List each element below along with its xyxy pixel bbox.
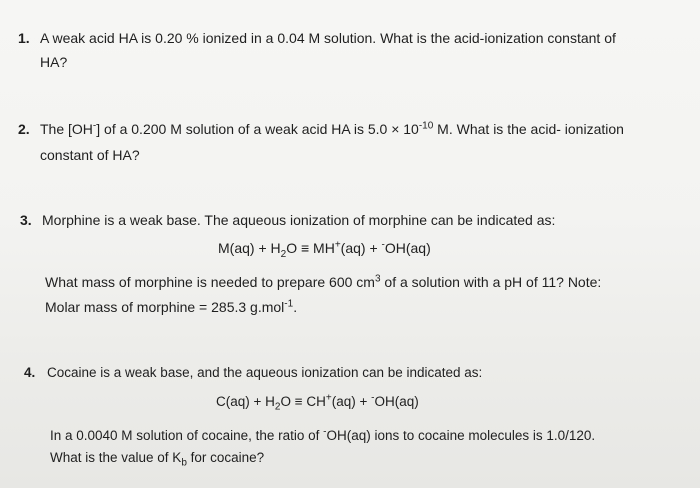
exponent: -10 bbox=[418, 120, 434, 132]
question-2-line-1-suffix: M. What is the acid- ionization bbox=[433, 121, 624, 137]
morphine-equation: $M(aq) + H_2O \equiv MH^+(aq) + ^-OH(aq)$ bbox=[218, 239, 431, 260]
question-1-line-1: A weak acid HA is 0.20 % ionized in a 0.04 M solution. What is the acid-ionization constant of bbox=[40, 30, 616, 46]
question-2-line-1-mid: ] of a 0.200 M solution of a weak acid HA is 5.0 × 10 bbox=[96, 121, 419, 137]
question-2-line-1-prefix: The [OH bbox=[40, 121, 93, 137]
question-3-number: 3. bbox=[20, 212, 32, 228]
question-3-line-3: Molar mass of morphine = 285.3 g.mol$^{-1}$. bbox=[45, 298, 298, 315]
question-2-number: 2. bbox=[18, 121, 30, 137]
question-4-line-3: What is the value of $K_b$ for cocaine? bbox=[50, 450, 265, 469]
question-4-number: 4. bbox=[24, 365, 36, 380]
question-2-line-2: constant of HA? bbox=[40, 147, 140, 163]
question-3-line-2: What mass of morphine is needed to prepare 600 $cm^3$ of a solution with a pH of 11? Note: bbox=[45, 273, 602, 290]
question-1-number: 1. bbox=[18, 30, 30, 46]
cocaine-equation: $C(aq) + H_2O \equiv CH^+(aq) + ^-OH(aq)$ bbox=[216, 392, 419, 413]
question-4-line-1: Cocaine is a weak base, and the aqueous ionization can be indicated as: bbox=[47, 365, 483, 380]
hydroxide-charge: - bbox=[92, 120, 97, 132]
question-2-line-1 bbox=[40, 119, 624, 140]
question-4-line-2: In a 0.0040 M solution of cocaine, the ratio of -OH(aq) ions to cocaine molecules is 1.0/120. bbox=[50, 426, 596, 443]
question-1-line-2: HA? bbox=[40, 54, 68, 70]
question-3-line-1: Morphine is a weak base. The aqueous ionization of morphine can be indicated as: bbox=[42, 212, 556, 228]
